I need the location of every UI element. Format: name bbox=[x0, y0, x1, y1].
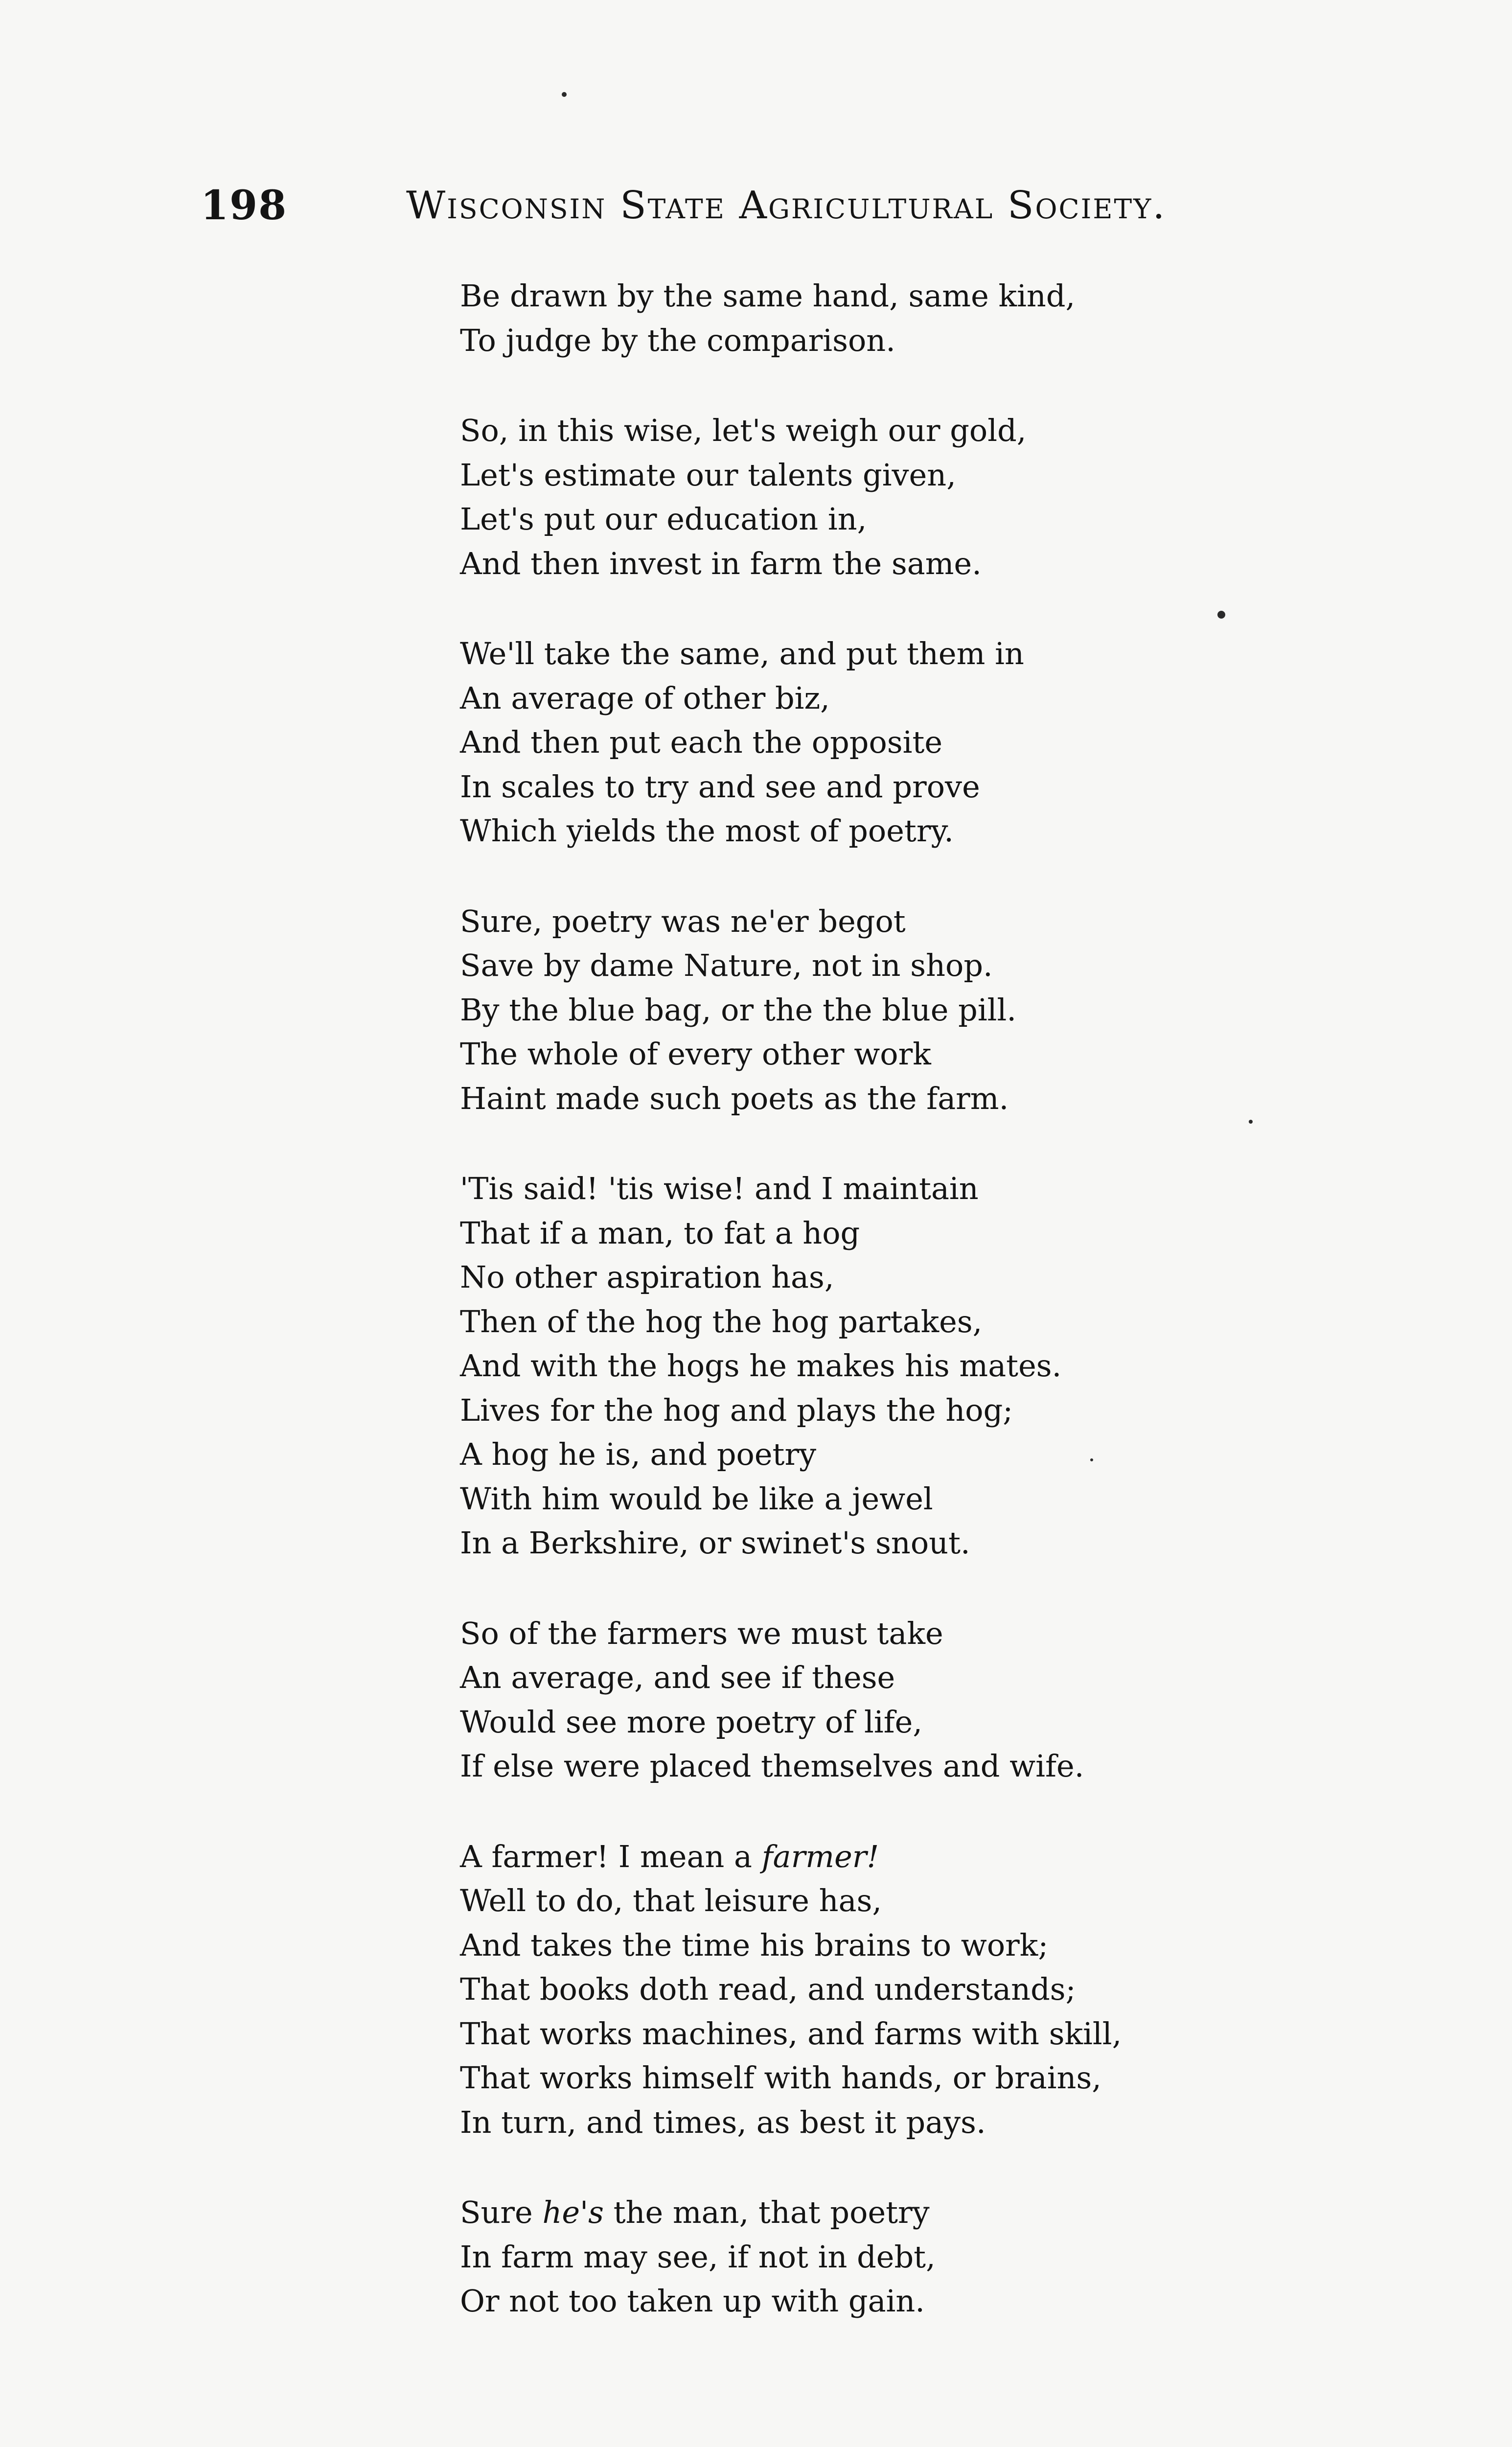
stanza bbox=[460, 632, 1341, 854]
poem-line: Sure he's the man, that poetry bbox=[460, 2194, 930, 2230]
poem-line: Be drawn by the same hand, same kind, bbox=[460, 278, 1076, 314]
poem-line: To judge by the comparison. bbox=[460, 322, 895, 358]
poem-line: Well to do, that leisure has, bbox=[460, 1883, 882, 1918]
ink-speck bbox=[1090, 1458, 1093, 1461]
poem-line: Or not too taken up with gain. bbox=[460, 2283, 925, 2319]
poem-line: In a Berkshire, or swinet's snout. bbox=[460, 1525, 970, 1561]
stanza bbox=[460, 1612, 1341, 1789]
poem-line: We'll take the same, and put them in bbox=[460, 636, 1024, 671]
poem-line: In turn, and times, as best it pays. bbox=[460, 2104, 986, 2140]
page-number: 198 bbox=[201, 182, 288, 229]
stanza bbox=[460, 900, 1341, 1121]
poem-line: With him would be like a jewel bbox=[460, 1480, 933, 1517]
poem-line: In scales to try and see and prove bbox=[460, 768, 980, 805]
poem-line: If else were placed themselves and wife. bbox=[460, 1748, 1084, 1784]
poem-line: So of the farmers we must take bbox=[460, 1615, 943, 1651]
poem-line: And with the hogs he makes his mates. bbox=[460, 1348, 1062, 1384]
running-title: Wisconsin State Agricultural Society. bbox=[406, 184, 1167, 228]
ink-speck bbox=[562, 92, 567, 97]
poem-line: An average of other biz, bbox=[460, 680, 830, 716]
poem-line: Would see more poetry of life, bbox=[460, 1704, 923, 1740]
ink-speck bbox=[1217, 611, 1225, 619]
poem-line: An average, and see if these bbox=[460, 1660, 895, 1695]
stanza bbox=[460, 1167, 1341, 1566]
poem-line: Haint made such poets as the farm. bbox=[460, 1080, 1009, 1116]
poem-line: Which yields the most of poetry. bbox=[460, 813, 954, 849]
stanza bbox=[460, 274, 1341, 363]
poem-line: Lives for the hog and plays the hog; bbox=[460, 1392, 1013, 1428]
poem-line: And then invest in farm the same. bbox=[460, 545, 982, 581]
poem-line: That works himself with hands, or brains, bbox=[460, 2060, 1101, 2096]
poem-line: Save by dame Nature, not in shop. bbox=[460, 947, 993, 983]
poem-line: And takes the time his brains to work; bbox=[460, 1927, 1049, 1963]
stanza bbox=[460, 1835, 1341, 2145]
poem-line: In farm may see, if not in debt, bbox=[460, 2239, 936, 2275]
poem-line: No other aspiration has, bbox=[460, 1259, 834, 1295]
poem-line: That works machines, and farms with skill, bbox=[460, 2015, 1122, 2052]
poem-line: Then of the hog the hog partakes, bbox=[460, 1303, 983, 1339]
poem-line: That if a man, to fat a hog bbox=[460, 1215, 860, 1251]
poem-line: That books doth read, and understands; bbox=[460, 1971, 1076, 2007]
poem-body bbox=[460, 274, 1341, 2370]
poem-line: Let's put our education in, bbox=[460, 501, 867, 537]
ink-speck bbox=[1249, 1120, 1253, 1124]
stanza bbox=[460, 2191, 1341, 2324]
poem-line: Let's estimate our talents given, bbox=[460, 457, 956, 493]
poem-line: A farmer! I mean a farmer! bbox=[460, 1838, 879, 1874]
stanza bbox=[460, 409, 1341, 586]
page-header bbox=[0, 176, 1512, 235]
poem-line: Sure, poetry was ne'er begot bbox=[460, 903, 906, 939]
poem-line: The whole of every other work bbox=[460, 1036, 931, 1072]
poem-line: And then put each the opposite bbox=[460, 724, 943, 760]
poem-line: A hog he is, and poetry bbox=[460, 1436, 817, 1472]
poem-line: So, in this wise, let's weigh our gold, bbox=[460, 413, 1027, 448]
poem-line: By the blue bag, or the the blue pill. bbox=[460, 992, 1017, 1028]
poem-line: 'Tis said! 'tis wise! and I maintain bbox=[460, 1171, 979, 1206]
